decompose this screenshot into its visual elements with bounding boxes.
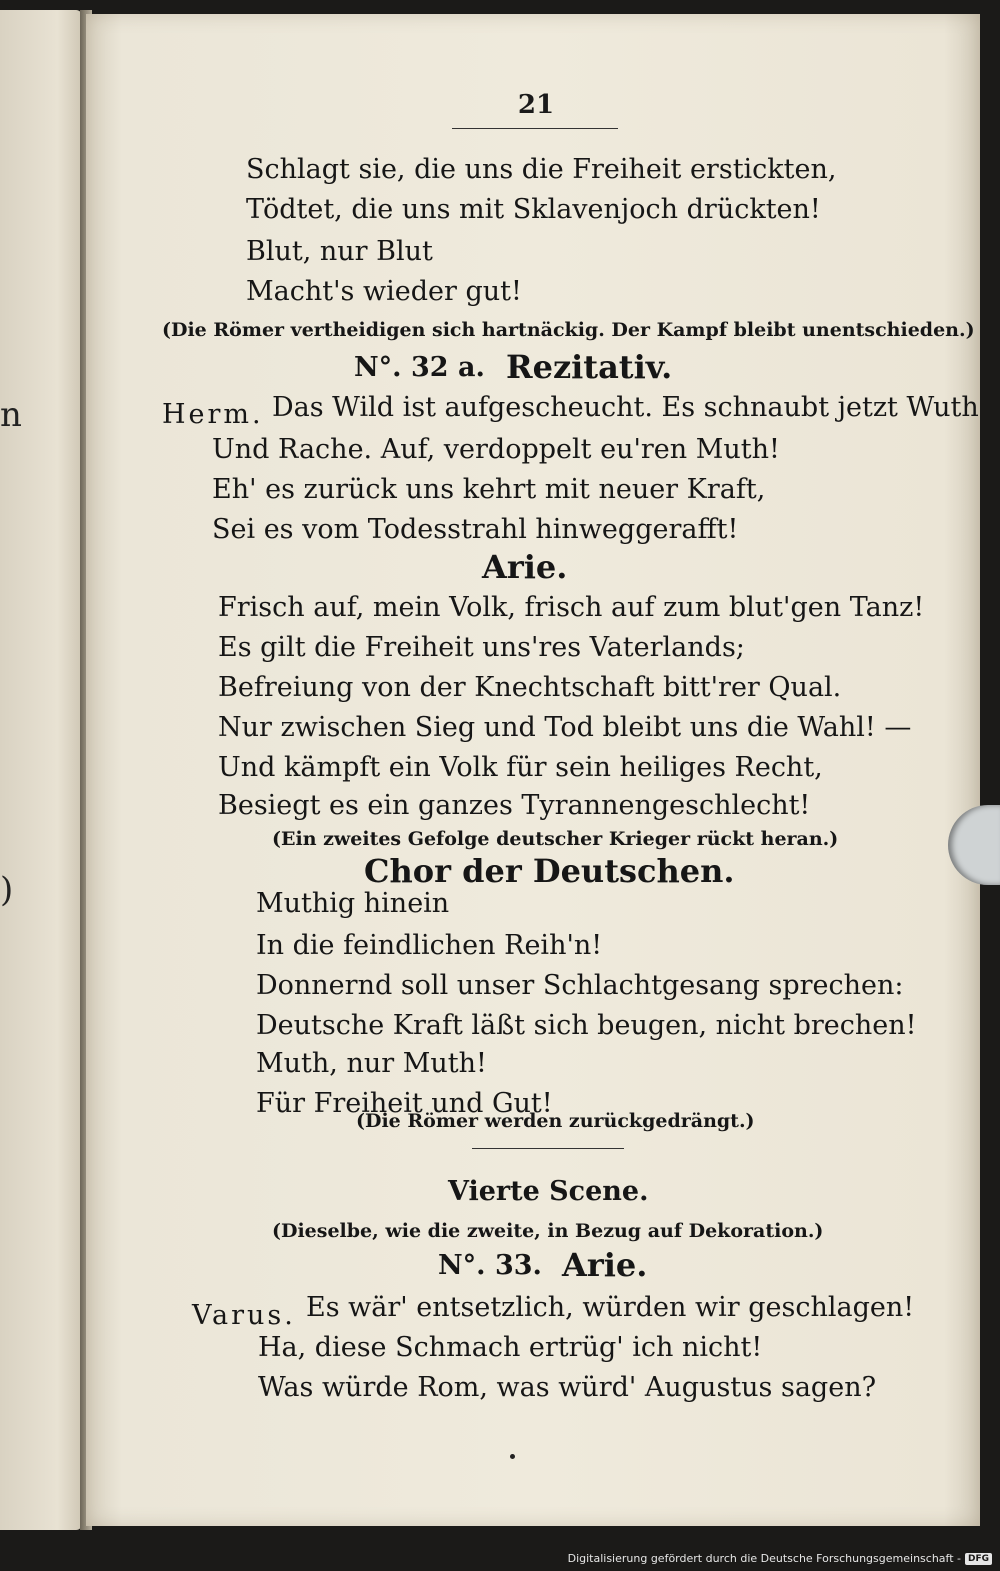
section-heading: Rezitativ. — [506, 348, 673, 386]
verse-line: Und kämpft ein Volk für sein heiliges Recht, — [218, 752, 823, 783]
left-page-fragment: n — [0, 395, 22, 435]
left-page-fragment: ) — [0, 870, 14, 910]
verse-line: Befreiung von der Knechtschaft bitt'rer Qual. — [218, 672, 842, 703]
stage-direction: (Die Römer werden zurückgedrängt.) — [356, 1110, 755, 1132]
footer-text: Digitalisierung gefördert durch die Deutsche Forschungsgemeinschaft - — [567, 1552, 961, 1565]
section-heading: Chor der Deutschen. — [364, 852, 735, 890]
verse-line: Donnernd soll unser Schlachtgesang sprechen: — [256, 970, 904, 1001]
scene-heading: Vierte Scene. — [448, 1176, 649, 1207]
speaker-name: Varus. — [192, 1300, 296, 1331]
verse-line: Das Wild ist aufgescheucht. Es schnaubt jetzt Wuth — [272, 392, 979, 423]
verse-line: Nur zwischen Sieg und Tod bleibt uns die Wahl! — — [218, 712, 912, 743]
verse-line: Was würde Rom, was würd' Augustus sagen? — [258, 1372, 877, 1403]
stage-direction: (Die Römer vertheidigen sich hartnäckig. Der Kampf bleibt unentschieden.) — [162, 319, 975, 341]
verse-line: Eh' es zurück uns kehrt mit neuer Kraft, — [212, 474, 766, 505]
section-heading: Arie. — [482, 548, 568, 586]
verse-line: Und Rache. Auf, verdoppelt eu'ren Muth! — [212, 434, 780, 465]
footer — [568, 1552, 992, 1565]
ornament-dot — [510, 1454, 515, 1459]
verse-line: Sei es vom Todesstrahl hinweggerafft! — [212, 514, 739, 545]
verse-line: Es wär' entsetzlich, würden wir geschlagen! — [306, 1292, 915, 1323]
verse-line: Blut, nur Blut — [246, 236, 433, 267]
verse-line: Besiegt es ein ganzes Tyrannengeschlecht! — [218, 790, 811, 821]
stage-direction: (Ein zweites Gefolge deutscher Krieger rückt heran.) — [272, 828, 839, 850]
book-page — [86, 14, 980, 1526]
verse-line: Für Freiheit und Gut! — [256, 1088, 553, 1119]
verse-line: Tödtet, die uns mit Sklavenjoch drückten! — [246, 194, 821, 225]
verse-line: Es gilt die Freiheit uns'res Vaterlands; — [218, 632, 745, 663]
page-number: 21 — [517, 90, 555, 120]
speaker-name: Herm. — [162, 399, 264, 430]
number-label: N°. 33. — [438, 1250, 542, 1281]
verse-line: Frisch auf, mein Volk, frisch auf zum blut'gen Tanz! — [218, 592, 925, 623]
header-rule — [452, 128, 618, 129]
number-label: N°. 32 a. — [354, 352, 485, 383]
dfg-logo: DFG — [965, 1553, 992, 1565]
verse-line: Macht's wieder gut! — [246, 276, 522, 307]
verse-line: Deutsche Kraft läßt sich beugen, nicht brechen! — [256, 1010, 917, 1041]
verse-line: Muth, nur Muth! — [256, 1048, 487, 1079]
stage-direction: (Dieselbe, wie die zweite, in Bezug auf Dekoration.) — [272, 1220, 824, 1242]
verse-line: Ha, diese Schmach ertrüg' ich nicht! — [258, 1332, 763, 1363]
verse-line: In die feindlichen Reih'n! — [256, 930, 603, 961]
left-page-edge — [0, 10, 82, 1530]
verse-line: Muthig hinein — [256, 888, 450, 919]
verse-line: Schlagt sie, die uns die Freiheit erstickten, — [246, 154, 837, 185]
section-rule — [472, 1148, 624, 1149]
section-heading: Arie. — [562, 1246, 648, 1284]
